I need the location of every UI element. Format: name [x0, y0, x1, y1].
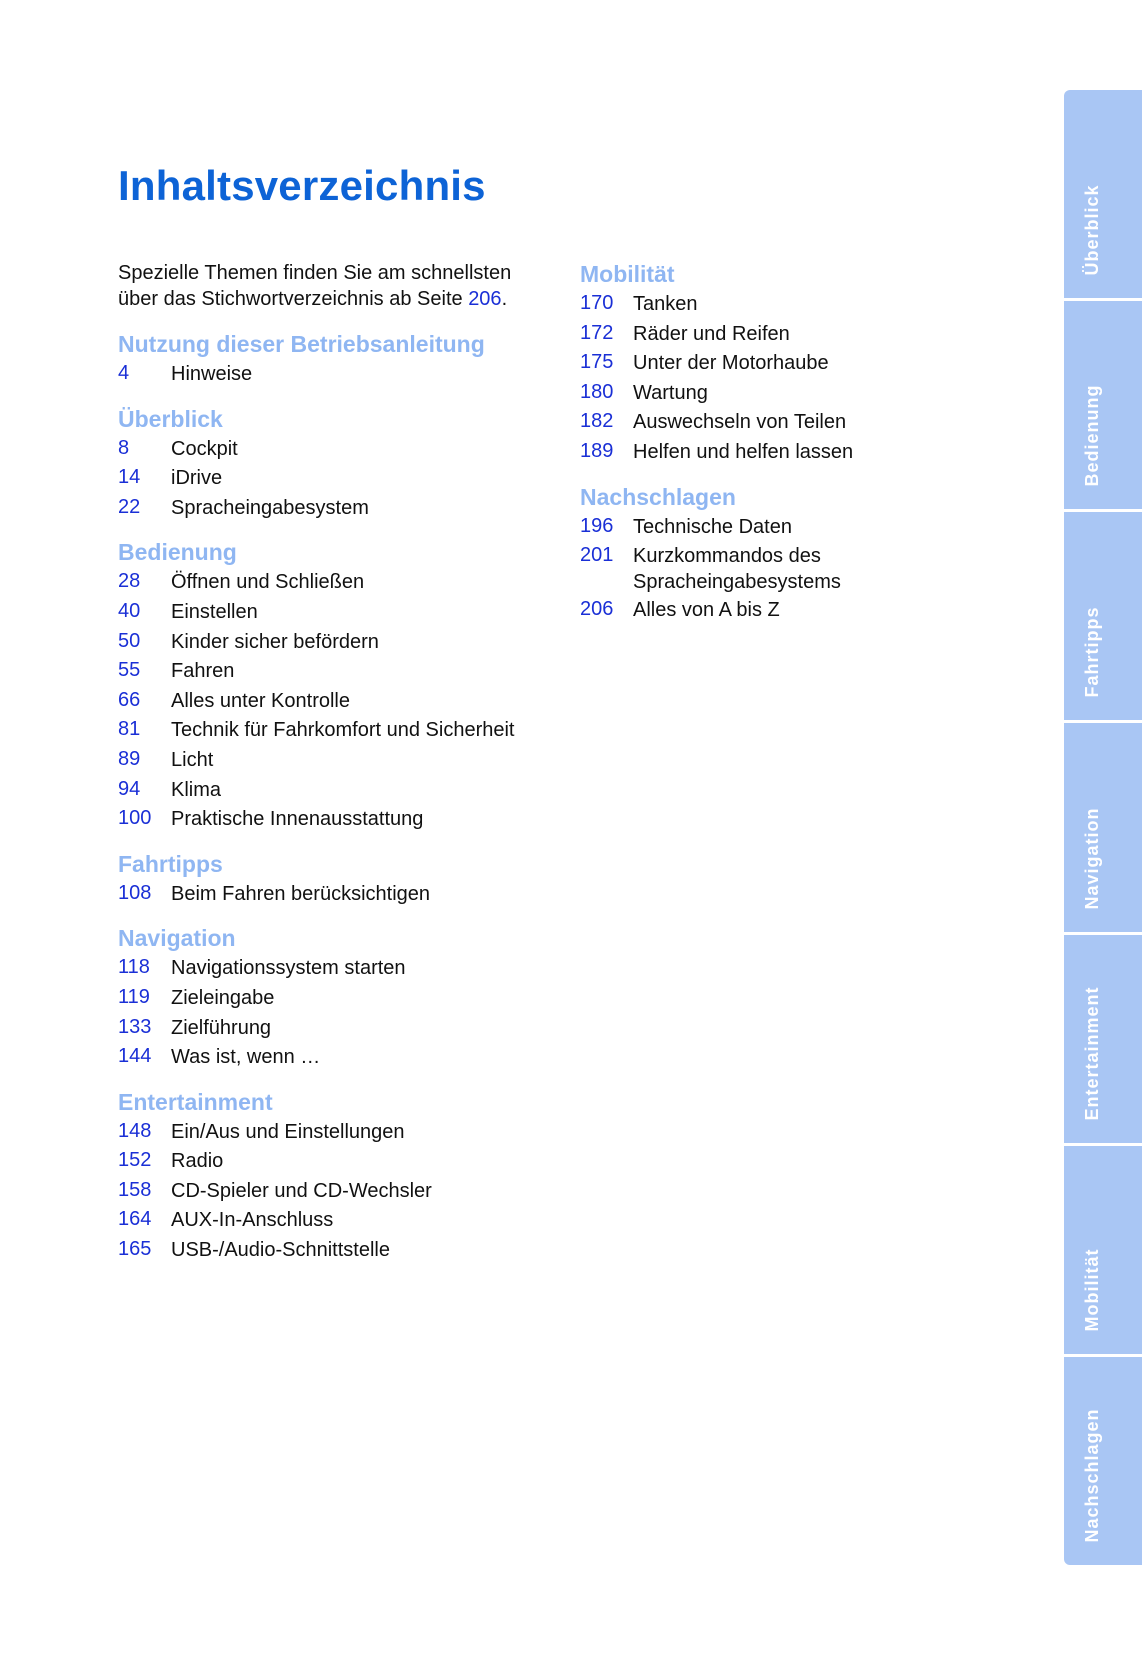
toc-page-number[interactable]: 50 [118, 629, 141, 652]
toc-page-number[interactable]: 175 [580, 351, 614, 374]
toc-entry[interactable] [118, 953, 548, 983]
toc-entry[interactable] [118, 879, 548, 909]
toc-entry-list [580, 512, 1010, 625]
toc-entry-title: Was ist, wenn … [171, 1046, 321, 1069]
toc-page-number[interactable]: 180 [580, 380, 614, 403]
chapter-tab-sidebar [1064, 90, 1142, 1565]
toc-entry-list [118, 953, 548, 1071]
toc-entry-title: Tanken [633, 293, 698, 315]
toc-entry[interactable] [118, 1117, 548, 1147]
toc-page-number[interactable]: 81 [118, 718, 141, 741]
toc-entry-title: Öffnen und Schließen [171, 571, 365, 594]
section-heading-navigation: Navigation [118, 925, 236, 952]
section-heading-uberblick: Überblick [118, 405, 223, 432]
toc-entry-title: Helfen und helfen lassen [633, 440, 854, 463]
side-tab-label: Nachschlagen [1082, 1408, 1102, 1543]
toc-entry-list [118, 434, 548, 523]
section-heading-bedienung: Bedienung [118, 539, 237, 566]
toc-page-number[interactable]: 164 [118, 1208, 152, 1231]
section-heading-entertainment: Entertainment [118, 1088, 273, 1115]
toc-page-number[interactable]: 100 [118, 807, 152, 830]
toc-entry[interactable] [580, 595, 1010, 625]
toc-page-number[interactable]: 66 [118, 688, 141, 711]
toc-entry[interactable] [118, 686, 548, 716]
page-title: Inhaltsverzeichnis [118, 162, 486, 209]
toc-entry-title: USB-/Audio-Schnittstelle [171, 1239, 390, 1262]
toc-page-number[interactable]: 172 [580, 321, 614, 344]
side-tab-label: Mobilität [1082, 1248, 1102, 1332]
toc-entry-list [118, 879, 548, 909]
toc-page-number[interactable]: 118 [118, 956, 150, 979]
toc-entry-title: Alles unter Kontrolle [171, 689, 350, 712]
side-tab-label: Bedienung [1082, 384, 1102, 487]
toc-page-number[interactable]: 158 [118, 1178, 152, 1201]
toc-left-column [118, 260, 548, 1281]
side-tab-label: Überblick [1082, 184, 1102, 276]
toc-entry-title: Fahren [171, 660, 235, 683]
toc-page-number[interactable]: 55 [118, 659, 141, 682]
toc-entry-title: AUX-In-Anschluss [171, 1209, 334, 1232]
toc-entry-title: Kinder sicher befördern [171, 630, 379, 653]
toc-page-number[interactable]: 196 [580, 514, 614, 537]
toc-entry-title: Alles von A bis Z [633, 599, 780, 622]
toc-entry[interactable] [580, 378, 1010, 408]
section-heading-fahrtipps: Fahrtipps [118, 850, 223, 877]
toc-entry[interactable] [118, 656, 548, 686]
toc-entry[interactable] [580, 407, 1010, 437]
toc-entry-list [118, 567, 548, 833]
intro-page-link[interactable]: 206 [468, 288, 502, 310]
section-heading-nutzung-dieser-betriebsanleitung: Nutzung dieser Betriebsanleitung [118, 331, 485, 357]
toc-entry-title: Zielführung [171, 1016, 272, 1039]
toc-entry-title: Navigationssystem starten [171, 957, 406, 980]
toc-entry[interactable] [580, 348, 1010, 378]
left-sections [118, 330, 548, 1265]
section-heading-mobilitat: Mobilität [580, 261, 675, 287]
toc-entry[interactable] [118, 567, 548, 597]
toc-entry-title: Klima [171, 778, 222, 801]
toc-entry-title: Unter der Motorhaube [633, 352, 829, 375]
intro-text [118, 260, 548, 312]
toc-page-number[interactable]: 94 [118, 777, 141, 800]
toc-entry-title: iDrive [171, 467, 223, 490]
toc-entry-title: Technik für Fahrkomfort und Sicherheit [171, 719, 515, 742]
toc-page-number[interactable]: 28 [118, 570, 141, 593]
toc-entry-title: Kurzkommandos des Spracheingabesystems [633, 545, 841, 594]
toc-entry[interactable] [118, 627, 548, 657]
toc-entry[interactable] [118, 715, 548, 745]
toc-entry[interactable] [118, 1013, 548, 1043]
toc-entry[interactable] [118, 359, 548, 389]
toc-entry[interactable] [580, 512, 1010, 542]
toc-entry-list [118, 359, 548, 389]
toc-entry-title: Räder und Reifen [633, 322, 790, 345]
toc-page-number[interactable]: 22 [118, 495, 141, 518]
side-tab-bedienung[interactable] [1064, 301, 1142, 512]
toc-entry[interactable] [118, 775, 548, 805]
toc-entry-list [118, 1117, 548, 1265]
side-tab-entertainment[interactable] [1064, 935, 1142, 1146]
toc-entry[interactable] [118, 1042, 548, 1072]
toc-entry-title: Cockpit [171, 437, 238, 460]
toc-entry-title: Einstellen [171, 600, 258, 623]
toc-entry[interactable] [118, 434, 548, 464]
side-tab-label: Entertainment [1082, 986, 1102, 1121]
side-tab-navigation[interactable] [1064, 723, 1142, 934]
toc-page-number[interactable]: 201 [580, 544, 614, 567]
toc-page-number[interactable]: 8 [118, 436, 130, 459]
toc-entry[interactable] [118, 1146, 548, 1176]
toc-entry[interactable] [118, 463, 548, 493]
toc-page-number[interactable]: 170 [580, 292, 614, 314]
toc-entry[interactable] [118, 1176, 548, 1206]
toc-entry[interactable] [118, 804, 548, 834]
toc-entry[interactable] [580, 437, 1010, 467]
toc-page-number[interactable]: 182 [580, 410, 614, 433]
toc-entry[interactable] [118, 983, 548, 1013]
toc-entry[interactable] [118, 493, 548, 523]
side-tab-nachschlagen[interactable] [1064, 1357, 1142, 1565]
section-heading-nachschlagen: Nachschlagen [580, 483, 736, 510]
toc-entry[interactable] [580, 541, 1010, 595]
toc-page-number[interactable]: 189 [580, 439, 614, 462]
toc-entry[interactable] [118, 745, 548, 775]
toc-entry-title: Wartung [633, 381, 708, 404]
toc-page-number[interactable]: 108 [118, 881, 152, 904]
side-tab-uberblick[interactable] [1064, 90, 1142, 301]
toc-page-number[interactable]: 206 [580, 598, 614, 621]
toc-page-number[interactable]: 148 [118, 1119, 152, 1142]
toc-entry-title: Hinweise [171, 363, 253, 385]
toc-entry-title: Auswechseln von Teilen [633, 411, 847, 434]
toc-entry[interactable] [118, 1235, 548, 1265]
toc-entry-title: Zieleingabe [171, 986, 275, 1009]
toc-entry-title: Spracheingabesystem [171, 496, 369, 519]
toc-entry[interactable] [580, 319, 1010, 349]
toc-right-column [580, 260, 1010, 641]
toc-entry-title: Technische Daten [633, 515, 792, 538]
toc-page-number[interactable]: 40 [118, 599, 141, 622]
toc-entry-list [580, 289, 1010, 467]
toc-entry-title: Beim Fahren berücksichtigen [171, 882, 431, 905]
toc-page-number[interactable]: 89 [118, 747, 141, 770]
toc-page-number[interactable]: 133 [118, 1015, 152, 1038]
toc-page-number[interactable]: 14 [118, 466, 141, 489]
toc-page-number[interactable]: 4 [118, 362, 130, 384]
toc-entry-title: Ein/Aus und Einstellungen [171, 1120, 405, 1143]
intro-sentence: Spezielle Themen finden Sie am schnellsten über das Stichwortverzeichnis ab Seite [118, 262, 512, 310]
side-tab-label: Navigation [1082, 807, 1102, 910]
toc-page-number[interactable]: 144 [118, 1045, 152, 1068]
side-tab-mobilitat[interactable] [1064, 1146, 1142, 1357]
right-sections [580, 260, 1010, 625]
toc-page-number[interactable]: 119 [118, 985, 150, 1008]
toc-entry-title: Praktische Innenausstattung [171, 808, 424, 831]
toc-entry[interactable] [580, 289, 1010, 319]
side-tab-fahrtipps[interactable] [1064, 512, 1142, 723]
toc-entry-title: Licht [171, 748, 214, 771]
toc-entry-title: CD-Spieler und CD-Wechsler [171, 1179, 432, 1202]
intro-end: . [501, 288, 508, 310]
toc-entry-title: Radio [171, 1150, 224, 1173]
toc-entry[interactable] [118, 1205, 548, 1235]
toc-page-number[interactable]: 152 [118, 1149, 152, 1172]
side-tab-label: Fahrtipps [1082, 606, 1102, 698]
toc-entry[interactable] [118, 597, 548, 627]
toc-page-number[interactable]: 165 [118, 1238, 152, 1261]
